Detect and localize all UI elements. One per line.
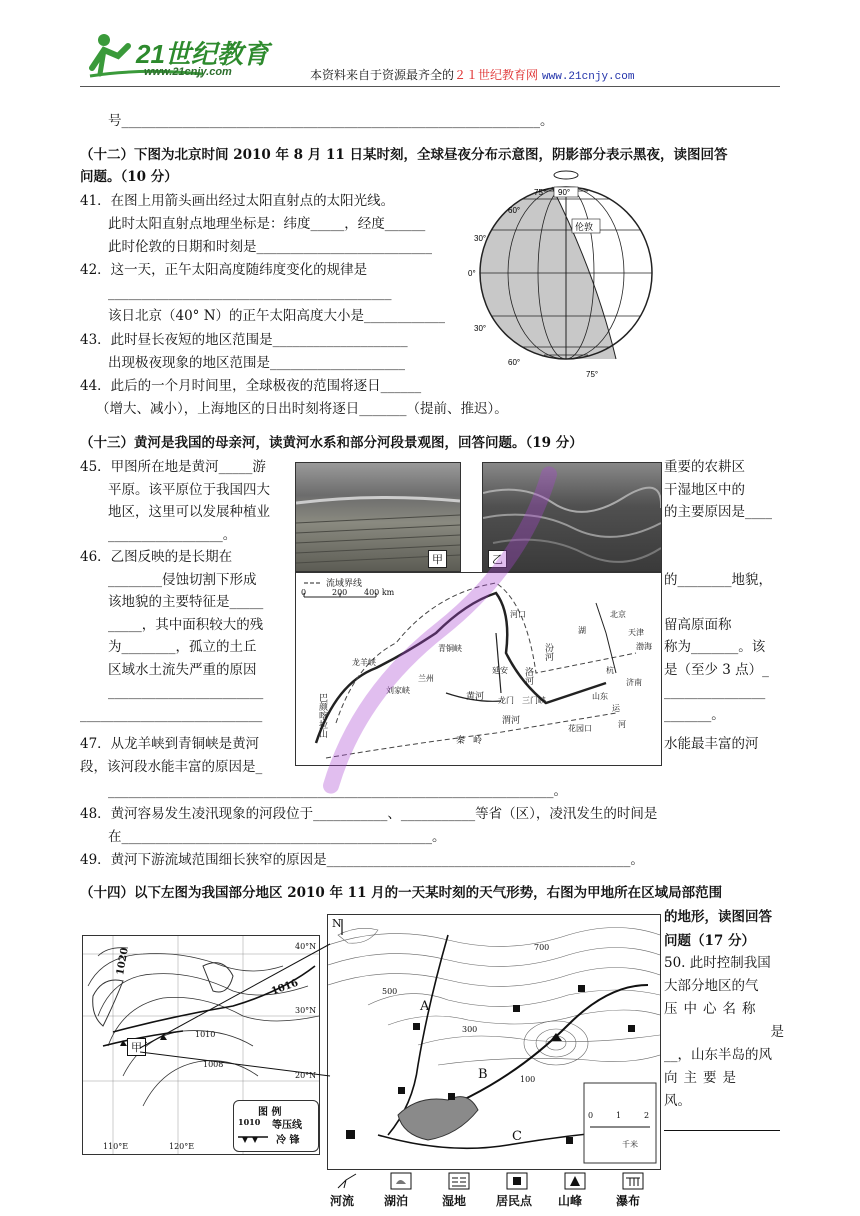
contour-100: 100 xyxy=(520,1075,536,1084)
q46-line-5: 为________，孤立的土丘 xyxy=(108,639,257,655)
globe-diagram xyxy=(466,165,666,383)
q46-right-6: 是（至少 3 点）_ xyxy=(664,661,769,678)
contour-300: 300 xyxy=(462,1025,478,1034)
place-hang: 杭 xyxy=(606,666,614,675)
q46-line-6: 区域水土流失严重的原因 xyxy=(108,661,257,678)
q46-right-8: _______。 xyxy=(664,706,725,723)
wetland-icon xyxy=(448,1172,470,1190)
source-line xyxy=(310,64,634,88)
globe-lat-75n: 75° xyxy=(534,188,547,197)
q45-line-2: 平原。该平原位于我国四大 xyxy=(108,481,270,498)
q47-right: 水能最丰富的河 xyxy=(664,736,759,752)
isobar-1010: 1010 xyxy=(195,1030,216,1039)
place-yun: 运 xyxy=(612,704,620,713)
label-yi-photo: 乙 xyxy=(488,550,507,568)
q45-right-1: 重要的农耕区 xyxy=(664,459,745,475)
weather-legend xyxy=(233,1100,319,1152)
q45-right-2: 干湿地区中的 xyxy=(664,481,745,498)
q45-line-4: _________________。 xyxy=(108,526,237,543)
scale-0: 0 xyxy=(301,588,307,597)
globe-city-london: 伦敦 xyxy=(575,222,594,232)
settlement-icon xyxy=(506,1172,528,1190)
place-bohai: 渤海 xyxy=(636,642,652,651)
q45-line-1: 45．甲图所在地是黄河_____游 xyxy=(80,459,266,475)
contour-700: 700 xyxy=(534,943,550,952)
q14-title-right-2: 问题（17 分） xyxy=(664,933,755,949)
lat-40n: 40°N xyxy=(295,942,317,951)
globe-lat-60s: 60° xyxy=(508,358,521,367)
lat-30n: 30°N xyxy=(295,1006,317,1015)
q50-line-5: __，山东半岛的风 xyxy=(664,1047,772,1063)
place-jinan: 济南 xyxy=(626,678,642,687)
scale-zero: 0 xyxy=(588,1111,594,1120)
globe-top-label: 90° xyxy=(558,188,571,197)
q50-line-6: 向主要是 xyxy=(664,1070,742,1086)
legend-peak: 山峰 xyxy=(558,1194,583,1208)
legend-lake: 湖泊 xyxy=(384,1194,409,1208)
lat-20n: 20°N xyxy=(295,1071,317,1080)
place-qinling: 秦岭 xyxy=(456,736,491,746)
q45-right-3: 的主要原因是____ xyxy=(664,504,772,520)
q13-left-column xyxy=(80,456,290,726)
isobar-1016: 1016 xyxy=(269,977,300,998)
scale-two: 2 xyxy=(644,1111,650,1120)
place-weihe: 渭河 xyxy=(502,716,521,726)
q41-a: 此时太阳直射点地理坐标是：纬度_____，经度______ xyxy=(108,216,426,232)
contour-500: 500 xyxy=(382,987,398,996)
logo-url: www.21cnjy.com xyxy=(144,66,232,78)
q13-right-column xyxy=(664,456,784,726)
q41: 41．在图上用箭头画出经过太阳直射点的太阳光线。 xyxy=(80,193,395,209)
q46-right-1 xyxy=(664,546,784,569)
place-longmen: 龙门 xyxy=(498,696,514,705)
place-bayankala: 巴颜喀拉山 xyxy=(317,693,327,738)
q46-line-7: _______________________ xyxy=(108,684,264,700)
globe-lat-0: 0° xyxy=(468,269,476,278)
label-jia-photo: 甲 xyxy=(428,550,447,568)
q42-a: __________________________________________ xyxy=(108,285,392,301)
q49: 49．黄河下游流域范围细长狭窄的原因是_____________________________________________。 xyxy=(80,852,644,868)
q46-right-3 xyxy=(664,591,784,614)
legend-settlement: 居民点 xyxy=(496,1194,533,1208)
place-shandong: 山东 xyxy=(592,692,608,701)
lon-110e: 110°E xyxy=(103,1142,129,1151)
globe-lat-30n: 30° xyxy=(474,234,487,243)
isobar-1008: 1008 xyxy=(203,1060,224,1069)
q50-line-4: 是 xyxy=(770,1024,784,1040)
q46-right-5: 称为_______。该 xyxy=(664,639,766,655)
place-fenhe: 汾河 xyxy=(543,643,553,661)
place-sanmenxia: 三门峡 xyxy=(522,696,546,705)
legend-waterfall: 瀑布 xyxy=(616,1194,641,1208)
q50-line-3: 压中心名称 xyxy=(664,1001,762,1017)
q46-right-2: 的________地貌， xyxy=(664,571,772,588)
q48: 48．黄河容易发生凌汛现象的河段位于___________、___________等省（区），凌汛发生的时间是 xyxy=(80,806,658,822)
q12-title-2: 问题。（10 分） xyxy=(80,169,178,185)
globe-lat-60n: 60° xyxy=(508,206,521,215)
place-longyangxia: 龙羊峡 xyxy=(352,658,376,667)
river-icon xyxy=(336,1172,358,1190)
weather-legend-title: 图 例 xyxy=(258,1107,282,1118)
q46-line-4: _____，其中面积较大的残 xyxy=(108,616,264,633)
q44: 44．此后的一个月时间里，全球极夜的范围将逐日______ xyxy=(80,378,422,394)
q46-line-1: 46．乙图反映的是长期在 xyxy=(80,549,233,565)
scale-400: 400 km xyxy=(364,588,395,597)
place-huayuankou: 花园口 xyxy=(568,724,592,733)
cold-front-icon xyxy=(238,1133,268,1145)
place-hu: 湖 xyxy=(578,626,586,635)
q43: 43．此时昼长夜短的地区范围是____________________ xyxy=(80,332,408,348)
q42: 42．这一天，正午太阳高度随纬度变化的规律是 xyxy=(80,262,368,278)
q13-title: （十三）黄河是我国的母亲河，读黄河水系和部分河段景观图，回答问题。（19 分） xyxy=(80,435,583,451)
place-yanan: 延安 xyxy=(492,666,508,675)
place-hekou: 河口 xyxy=(510,610,526,619)
place-lanzhou: 兰州 xyxy=(418,674,434,683)
place-he: 河 xyxy=(618,720,626,729)
scale-unit: 千米 xyxy=(622,1140,638,1149)
source-prefix: 本资料来自于资源最齐全的 xyxy=(310,68,455,82)
legend-river: 河流 xyxy=(330,1194,355,1208)
q47-b: 段，该河段水能丰富的原因是_ xyxy=(80,759,263,775)
legend-wetland: 湿地 xyxy=(442,1194,467,1208)
q50-answer-line xyxy=(664,1130,780,1131)
isobar-1020: 1020 xyxy=(115,946,131,977)
logo xyxy=(82,28,292,84)
q14-title: （十四）以下左图为我国部分地区 2010 年 11 月的一天某时刻的天气形势，右图为甲地所在区域局部范围 xyxy=(80,885,723,901)
place-luohe: 洛河 xyxy=(523,667,533,685)
q45-line-3: 地区，这里可以发展种植业 xyxy=(108,504,270,520)
q50-line-7: 风。 xyxy=(664,1093,691,1109)
scale-200: 200 xyxy=(332,588,348,597)
header-divider xyxy=(80,86,780,87)
point-a: A xyxy=(420,999,430,1014)
source-site[interactable]: www.21cnjy.com xyxy=(542,71,635,83)
q46-right-4: 留高原面称 xyxy=(664,616,732,633)
q43-a: 出现极夜现象的地区范围是____________________ xyxy=(108,355,405,371)
q46-right-7: _______________ xyxy=(664,684,766,700)
top-blank-line: 号______________________________________________________________。 xyxy=(108,113,554,129)
place-qingtongxia: 青铜峡 xyxy=(438,644,462,653)
q50-line-2: 大部分地区的气 xyxy=(664,978,759,994)
globe-lat-75s: 75° xyxy=(586,370,599,379)
point-c: C xyxy=(512,1129,522,1144)
source-brand[interactable]: ２１世纪教育网 xyxy=(454,68,539,82)
peak-icon xyxy=(564,1172,586,1190)
q44-a: （增大、减小），上海地区的日出时刻将逐日_______（提前、推迟）。 xyxy=(96,401,508,417)
weather-legend-front: 冷 锋 xyxy=(276,1135,300,1146)
lon-120e: 120°E xyxy=(169,1142,195,1151)
q50-column xyxy=(664,952,784,1113)
q46-line-8: ___________________________ xyxy=(80,706,263,723)
q14-title-right-1: 的地形，读图回答 xyxy=(664,909,772,925)
scale-one: 1 xyxy=(616,1111,622,1120)
q50-line-1: 50. 此时控制我国 xyxy=(664,955,771,971)
weather-legend-isobar: 等压线 xyxy=(272,1120,302,1131)
q45-right-4 xyxy=(664,524,784,547)
place-tianjin: 天津 xyxy=(628,628,644,637)
waterfall-icon xyxy=(622,1172,644,1190)
q41-b: 此时伦敦的日期和时刻是__________________________ xyxy=(108,239,432,255)
q48-a: 在______________________________________________。 xyxy=(108,829,446,845)
terrain-legend xyxy=(330,1172,660,1212)
lake-icon xyxy=(390,1172,412,1190)
place-beijing: 北京 xyxy=(610,610,626,619)
weather-legend-isobar-value: 1010 xyxy=(238,1117,261,1127)
point-b: B xyxy=(478,1067,488,1082)
q47-c: __________________________________________________________________。 xyxy=(108,783,567,799)
label-jia-weather: 甲 xyxy=(127,1038,146,1056)
q47: 47．从龙羊峡到青铜峡是黄河 xyxy=(80,736,260,752)
north-arrow: N xyxy=(332,917,342,930)
terrain-map xyxy=(327,914,661,1170)
q42-b: 该日北京（40° N）的正午太阳高度大小是____________ xyxy=(108,308,446,324)
q46-line-2: ________侵蚀切割下形成 xyxy=(108,571,257,588)
logo-text: 21世纪教育 xyxy=(136,39,269,69)
place-huanghe: 黄河 xyxy=(466,692,485,702)
legend-boundary: 流域界线 xyxy=(326,579,363,589)
connector-lines xyxy=(140,940,340,1080)
globe-lat-30s: 30° xyxy=(474,324,487,333)
q46-line-3: 该地貌的主要特征是_____ xyxy=(108,594,264,610)
q12-title: （十二）下图为北京时间 2010 年 8 月 11 日某时刻，全球昼夜分布示意图，阴影部分表示黑夜，读图回答 xyxy=(80,147,728,163)
place-liujiaxia: 刘家峡 xyxy=(386,686,410,695)
